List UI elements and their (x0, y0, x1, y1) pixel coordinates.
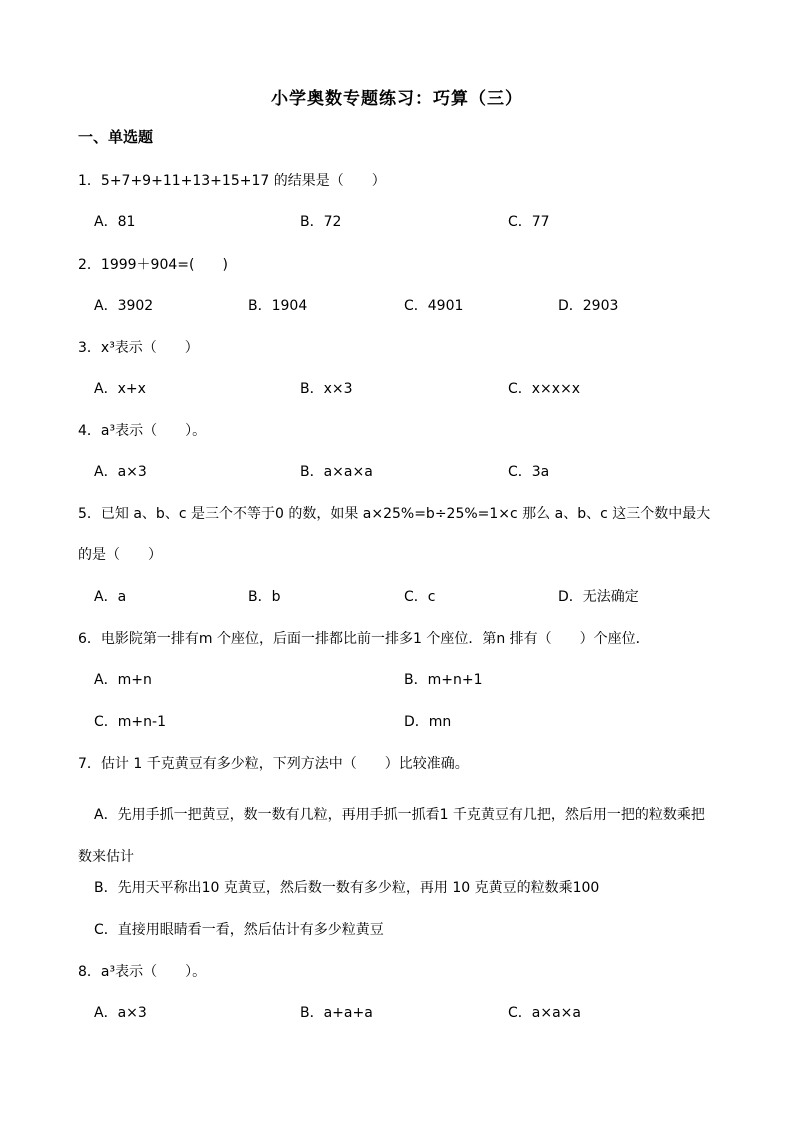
question-7-option-b: B．先用天平称出10 克黄豆，然后数一数有多少粒，再用 10 克黄豆的粒数乘100 (94, 880, 600, 896)
question-6-option-d: D．mn (404, 714, 452, 730)
question-6-option-b: B．m+n+1 (404, 672, 483, 688)
question-1-option-b: B．72 (300, 214, 342, 230)
question-7-option-a: A．先用手抓一把黄豆，数一数有几粒，再用手抓一抓看1 千克黄豆有几把，然后用一把的粒数乘把数来估计 (78, 807, 705, 865)
question-4-stem: 4．a³表示（ ）。 (78, 423, 207, 439)
question-1-stem: 1．5+7+9+11+13+15+17 的结果是（ ） (78, 173, 386, 189)
question-4-option-c: C．3a (508, 464, 550, 480)
question-5-option-c: C．c (404, 589, 436, 605)
question-3-option-b: B．x×3 (300, 381, 353, 397)
question-5-option-b: B．b (248, 589, 281, 605)
question-6-option-a: A．m+n (94, 672, 152, 688)
question-2-option-c: C．4901 (404, 298, 464, 314)
question-4-option-b: B．a×a×a (300, 464, 373, 480)
section-heading: 一、单选题 (78, 128, 154, 146)
question-7-stem: 7．估计 1 千克黄豆有多少粒，下列方法中（ ）比较准确。 (78, 756, 469, 772)
question-8-stem: 8．a³表示（ ）。 (78, 964, 207, 980)
question-8-option-c: C．a×a×a (508, 1005, 581, 1021)
question-2-stem: 2．1999＋904=( ) (78, 257, 228, 273)
question-2-option-d: D．2903 (558, 298, 619, 314)
question-1-option-a: A．81 (94, 214, 136, 230)
question-3-stem: 3．x³表示（ ） (78, 340, 199, 356)
question-8-option-b: B．a+a+a (300, 1005, 373, 1021)
question-5-stem-continued: 的是（ ） (78, 547, 162, 563)
question-5-stem: 5．已知 a、b、c 是三个不等于0 的数，如果 a×25%=b÷25%=1×c 那么 a、b、c 这三个数中最大 (78, 506, 711, 522)
question-2-option-b: B．1904 (248, 298, 308, 314)
question-5-option-d: D．无法确定 (558, 589, 639, 605)
question-6-stem: 6．电影院第一排有m 个座位，后面一排都比前一排多1 个座位．第n 排有（ ）个座位． (78, 631, 650, 647)
question-4-option-a: A．a×3 (94, 464, 147, 480)
question-3-option-c: C．x×x×x (508, 381, 581, 397)
question-8-option-a: A．a×3 (94, 1005, 147, 1021)
question-3-option-a: A．x+x (94, 381, 146, 397)
question-6-option-c: C．m+n-1 (94, 714, 166, 730)
question-5-option-a: A．a (94, 589, 127, 605)
page-title: 小学奥数专题练习：巧算（三） (271, 89, 523, 109)
question-7-option-c: C．直接用眼睛看一看，然后估计有多少粒黄豆 (94, 922, 384, 938)
question-2-option-a: A．3902 (94, 298, 154, 314)
question-1-option-c: C．77 (508, 214, 550, 230)
